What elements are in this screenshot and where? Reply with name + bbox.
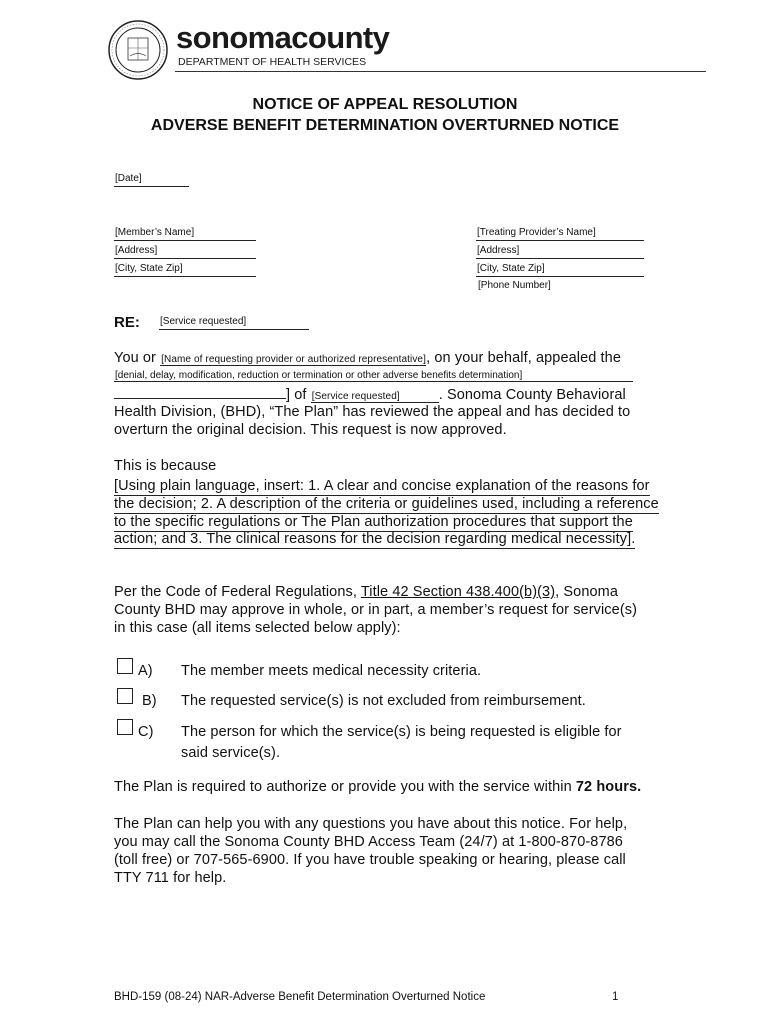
criteria-b-letter: B) [142, 693, 157, 709]
criteria-c-checkbox[interactable] [117, 719, 133, 735]
criteria-a-letter: A) [138, 663, 153, 679]
header-divider [175, 71, 706, 72]
date-field[interactable]: [Date] [114, 173, 189, 187]
timeframe-value: 72 hours. [575, 779, 642, 795]
county-seal-logo [108, 20, 168, 80]
cfr-citation-link[interactable]: Title 42 Section 438.400(b)(3) [360, 584, 556, 600]
bracket-of-text: ] of [286, 387, 307, 403]
notice-title-line1: NOTICE OF APPEAL RESOLUTION [252, 96, 518, 113]
provider-phone-field[interactable]: [Phone Number] [478, 280, 551, 291]
authorize-timeframe: The Plan is required to authorize or provide you with the service within 72 hours. [114, 779, 642, 795]
cfr-line-2: County BHD may approve in whole, or in part, a member’s request for service(s) [114, 602, 638, 618]
member-address-field[interactable]: [Address] [114, 245, 256, 259]
determination-field[interactable]: [denial, delay, modification, reduction or termination or other adverse benefits determination] [114, 370, 633, 382]
department-name: DEPARTMENT OF HEALTH SERVICES [178, 56, 367, 68]
footer-form-id: BHD-159 (08-24) NAR-Adverse Benefit Determination Overturned Notice [114, 991, 486, 1003]
reason-line-1[interactable]: [Using plain language, insert: 1. A clear and concise explanation of the reasons for [114, 478, 650, 494]
determination-continuation-line [114, 385, 286, 399]
appeal-line-2 [114, 385, 626, 404]
member-name-field[interactable]: [Member’s Name] [114, 227, 256, 241]
footer-page-number: 1 [612, 991, 619, 1003]
re-label: RE: [114, 314, 140, 331]
member-city-state-zip-field[interactable]: [City, State Zip] [114, 263, 256, 277]
cfr-line-1: Per the Code of Federal Regulations, Title 42 Section 438.400(b)(3), Sonoma [114, 584, 619, 600]
help-line-4: TTY 711 for help. [114, 870, 227, 886]
re-service-field[interactable]: [Service requested] [159, 316, 309, 330]
appeal-line-4: overturn the original decision. This request is now approved. [114, 422, 507, 438]
you-or-text: You or [114, 350, 156, 366]
on-behalf-text: , on your behalf, appealed the [426, 350, 622, 366]
brand-wordmark: sonomacounty [176, 20, 390, 55]
criteria-a-checkbox[interactable] [117, 658, 133, 674]
cfr-line-3: in this case (all items selected below apply): [114, 620, 401, 636]
sonoma-county-text: . Sonoma County Behavioral [438, 387, 626, 403]
criteria-c-letter: C) [138, 724, 154, 740]
appeal-line-3: Health Division, (BHD), “The Plan” has reviewed the appeal and has decided to [114, 404, 631, 420]
criteria-b-text: The requested service(s) is not excluded from reimbursement. [181, 693, 586, 709]
help-line-1: The Plan can help you with any questions you have about this notice. For help, [114, 816, 628, 832]
criteria-c-text: The person for which the service(s) is being requested is eligible for [181, 724, 622, 740]
reason-line-4[interactable]: action; and 3. The clinical reasons for the decision regarding medical necessity]. [114, 531, 636, 547]
reason-line-2[interactable]: the decision; 2. A description of the criteria or guidelines used, including a reference [114, 496, 659, 512]
requester-field[interactable]: [Name of requesting provider or authorized representative] [161, 354, 426, 365]
service-requested-field[interactable]: [Service requested] [311, 391, 439, 403]
help-line-2: you may call the Sonoma County BHD Access Team (24/7) at 1-800-870-8786 [114, 834, 623, 850]
help-line-3: (toll free) or 707-565-6900. If you have trouble speaking or hearing, please call [114, 852, 626, 868]
criteria-a-text: The member meets medical necessity criteria. [181, 663, 482, 679]
criteria-c-text-continued: said service(s). [181, 745, 281, 761]
notice-title-line2: ADVERSE BENEFIT DETERMINATION OVERTURNED NOTICE [150, 117, 620, 134]
reason-intro: This is because [114, 458, 217, 474]
appeal-line-1 [114, 349, 621, 367]
criteria-b-checkbox[interactable] [117, 688, 133, 704]
provider-name-field[interactable]: [Treating Provider’s Name] [476, 227, 644, 241]
provider-city-state-zip-field[interactable]: [City, State Zip] [476, 263, 644, 277]
reason-line-3[interactable]: to the specific regulations or The Plan authorization procedures that support the [114, 514, 633, 530]
provider-address-field[interactable]: [Address] [476, 245, 644, 259]
